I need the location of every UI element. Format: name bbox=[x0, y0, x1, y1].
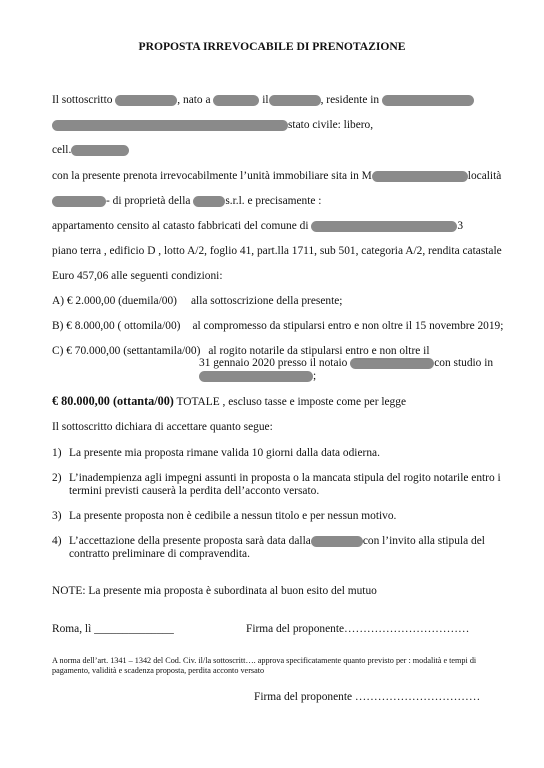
condition-amount: A) € 2.000,00 (duemila/00) bbox=[52, 295, 177, 307]
intro-text: località bbox=[467, 170, 502, 182]
condition-text: ; bbox=[313, 370, 317, 382]
list-item-3-text: La presente proposta non è cedibile a nessun titolo e per nessun motivo. bbox=[69, 510, 397, 522]
list-text: L’accettazione della presente proposta sarà data dalla bbox=[69, 535, 311, 547]
intro-line-4 bbox=[52, 169, 501, 183]
condition-c-line-3 bbox=[199, 369, 316, 383]
list-item-4-text-1 bbox=[69, 534, 485, 548]
redaction bbox=[71, 145, 129, 156]
list-item-2-text-1: L’inadempienza agli impegni assunti in proposta o la mancata stipula del rogito notarile entro i bbox=[69, 472, 501, 484]
intro-text: - di proprietà della bbox=[106, 195, 191, 207]
declare-line: Il sottoscritto dichiara di accettare quanto segue: bbox=[52, 421, 273, 433]
intro-line-6 bbox=[52, 219, 463, 233]
total-amount: € 80.000,00 (ottanta/00) bbox=[52, 394, 174, 408]
redaction bbox=[213, 95, 259, 106]
condition-text: al rogito notarile da stipularsi entro e non oltre il bbox=[208, 345, 430, 357]
intro-line-1 bbox=[52, 93, 474, 107]
intro-text: cell. bbox=[52, 144, 72, 156]
list-text: con l’invito alla stipula del bbox=[362, 535, 485, 547]
list-item-1-text: La presente mia proposta rimane valida 10 giorni dalla data odierna. bbox=[69, 447, 380, 459]
condition-c-line-2 bbox=[199, 356, 493, 370]
intro-text: stato civile: libero, bbox=[288, 119, 374, 131]
note-line: NOTE: La presente mia proposta è subordinata al buon esito del mutuo bbox=[52, 585, 377, 597]
intro-text: , nato a bbox=[177, 94, 211, 106]
redaction bbox=[52, 120, 288, 131]
list-item-3 bbox=[52, 509, 62, 523]
redaction bbox=[311, 221, 457, 232]
redaction bbox=[115, 95, 177, 106]
intro-text: Il sottoscritto bbox=[52, 94, 113, 106]
redaction bbox=[52, 196, 106, 207]
list-number: 1) bbox=[52, 447, 62, 459]
redaction bbox=[382, 95, 474, 106]
page-title: PROPOSTA IRREVOCABILE DI PRENOTAZIONE bbox=[138, 40, 406, 53]
list-number: 3) bbox=[52, 510, 62, 522]
list-item-1 bbox=[52, 446, 62, 460]
intro-text: 3 bbox=[457, 220, 464, 232]
redaction bbox=[269, 95, 321, 106]
redaction bbox=[350, 358, 434, 369]
intro-text: con la presente prenota irrevocabilmente l’unità immobiliare sita in M bbox=[52, 170, 372, 182]
condition-b bbox=[52, 319, 503, 333]
list-item-4-text-2: contratto preliminare di compravendita. bbox=[69, 548, 250, 560]
intro-line-3 bbox=[52, 143, 129, 157]
total-label: TOTALE , escluso tasse e imposte come per legge bbox=[176, 396, 407, 408]
legal-note-2: pagamento, validità e scadenza proposta, perdita acconto versato bbox=[52, 666, 265, 675]
intro-text: s.r.l. e precisamente : bbox=[225, 195, 322, 207]
list-number: 2) bbox=[52, 472, 62, 484]
place-date: Roma, lì ______________ bbox=[52, 623, 174, 635]
legal-note-1: A norma dell’art. 1341 – 1342 del Cod. Civ. il/la sottoscritt…. approva specificatamente quanto previsto per : modalità e tempi di bbox=[52, 656, 477, 665]
redaction bbox=[193, 196, 225, 207]
intro-text: appartamento censito al catasto fabbricati del comune di bbox=[52, 220, 309, 232]
redaction bbox=[199, 371, 313, 382]
condition-text: con studio in bbox=[434, 357, 494, 369]
intro-line-7: piano terra , edificio D , lotto A/2, foglio 41, part.lla 1711, sub 501, categoria A/2, rendita catastale bbox=[52, 245, 502, 257]
intro-line-8: Euro 457,06 alle seguenti condizioni: bbox=[52, 270, 223, 282]
condition-text: 31 gennaio 2020 presso il notaio bbox=[199, 357, 348, 369]
intro-line-2 bbox=[52, 118, 373, 132]
condition-a bbox=[52, 294, 342, 308]
list-number: 4) bbox=[52, 535, 62, 547]
intro-text: , residente in bbox=[320, 94, 380, 106]
condition-amount: B) € 8.000,00 ( ottomila/00) bbox=[52, 320, 181, 332]
list-item-4 bbox=[52, 534, 62, 548]
intro-line-5 bbox=[52, 194, 321, 208]
condition-text: alla sottoscrizione della presente; bbox=[190, 295, 343, 307]
redaction bbox=[311, 536, 363, 547]
signature-line-1: Firma del proponente…………………………… bbox=[246, 623, 470, 635]
list-item-2 bbox=[52, 471, 62, 485]
intro-text: il bbox=[262, 94, 269, 106]
list-item-2-text-2: termini previsti causerà la perdita dell’acconto versato. bbox=[69, 485, 320, 497]
redaction bbox=[372, 171, 468, 182]
condition-amount: C) € 70.000,00 (settantamila/00) bbox=[52, 345, 201, 357]
condition-text: al compromesso da stipularsi entro e non oltre il 15 novembre 2019; bbox=[192, 320, 504, 332]
total-line bbox=[52, 394, 406, 409]
signature-line-2: Firma del proponente …………………………… bbox=[254, 691, 481, 703]
